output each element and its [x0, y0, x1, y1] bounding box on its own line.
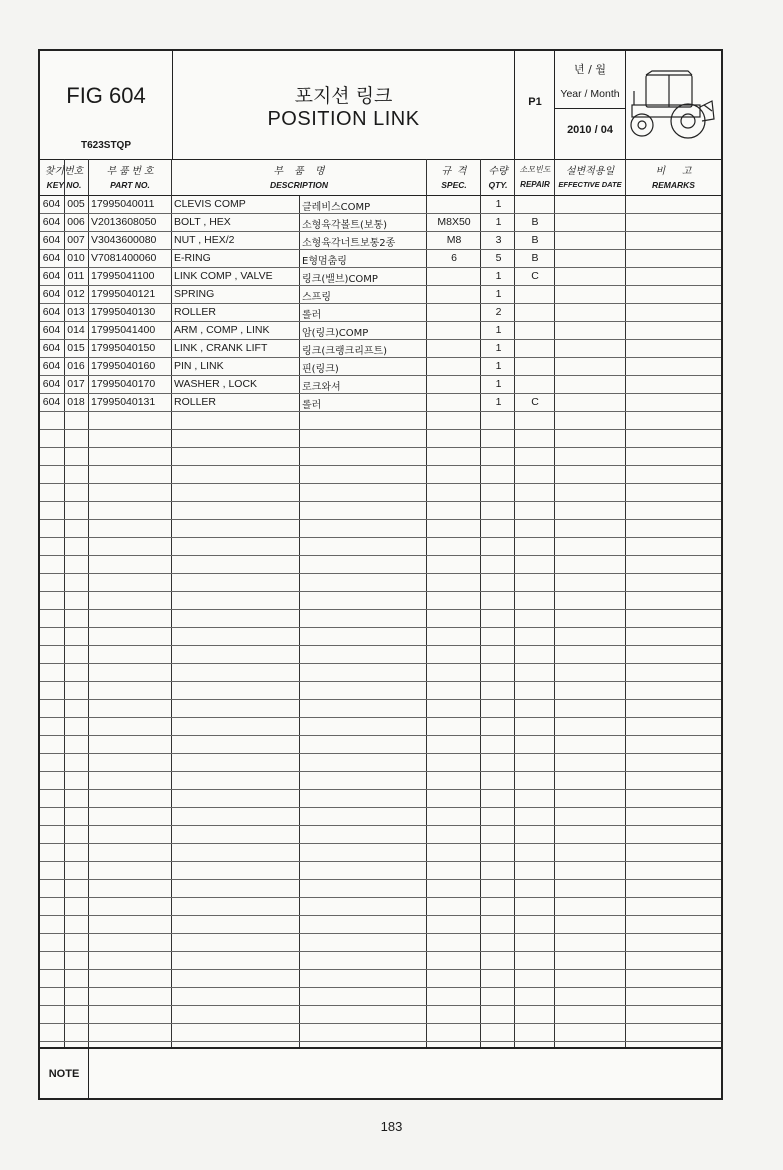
empty-row — [40, 448, 721, 466]
empty-row — [40, 466, 721, 484]
cell-part: 17995040170 — [91, 378, 156, 390]
table-row — [40, 196, 721, 214]
empty-row — [40, 520, 721, 538]
col-rem-ko: 비 고 — [655, 166, 692, 177]
col-repair-ko: 소모빈도 — [519, 165, 551, 174]
cell-part: 17995040150 — [91, 342, 156, 354]
cell-repair: B — [531, 216, 539, 228]
col-repair-en: REPAIR — [520, 180, 550, 189]
empty-row — [40, 736, 721, 754]
col-part-en: PART NO. — [110, 180, 150, 190]
cell-desc_en: BOLT , HEX — [174, 216, 231, 228]
col-key-ko: 찾기번호 — [44, 166, 84, 177]
empty-row — [40, 484, 721, 502]
cell-qty: 1 — [495, 324, 502, 336]
cell-qty: 1 — [495, 378, 502, 390]
table-row — [40, 394, 721, 412]
cell-part: V2013608050 — [91, 216, 157, 228]
cell-k1: 604 — [42, 396, 61, 408]
empty-row — [40, 664, 721, 682]
cell-k2: 005 — [67, 198, 85, 210]
cell-qty: 1 — [495, 198, 502, 210]
cell-k2: 017 — [67, 378, 85, 390]
title-korean: 포지션 링크 — [294, 85, 393, 107]
empty-row — [40, 826, 721, 844]
empty-row — [40, 700, 721, 718]
empty-row — [40, 502, 721, 520]
cell-part: 17995040160 — [91, 360, 156, 372]
cell-k1: 604 — [42, 342, 61, 354]
cell-desc_ko: 로크와셔 — [302, 382, 341, 393]
cell-repair: C — [531, 396, 539, 408]
cell-desc_en: WASHER , LOCK — [174, 378, 258, 390]
cell-desc_en: ARM , COMP , LINK — [174, 324, 270, 336]
cell-k2: 018 — [67, 396, 85, 408]
cell-part: 17995040130 — [91, 306, 156, 318]
cell-part: 17995040131 — [91, 396, 156, 408]
cell-desc_ko: 암(링크)COMP — [302, 328, 369, 339]
col-eff-en: EFFECTIVE DATE — [558, 180, 622, 189]
cell-k2: 014 — [67, 324, 85, 336]
cell-repair: C — [531, 270, 539, 282]
title-english: POSITION LINK — [267, 108, 420, 130]
cell-k1: 604 — [42, 288, 61, 300]
cell-desc_en: PIN , LINK — [174, 360, 224, 372]
table-row — [40, 358, 721, 376]
issue-date: 2010 / 04 — [567, 124, 613, 136]
cell-desc_en: ROLLER — [174, 306, 217, 318]
sheet-header — [40, 51, 721, 160]
empty-row — [40, 592, 721, 610]
parts-sheet — [38, 49, 723, 1100]
note-section — [40, 1047, 721, 1100]
cell-desc_ko: 핀(링크) — [302, 364, 339, 375]
cell-desc_en: SPRING — [174, 288, 215, 300]
empty-row — [40, 934, 721, 952]
column-header — [40, 159, 721, 196]
cell-k1: 604 — [42, 252, 61, 264]
cell-k1: 604 — [42, 360, 61, 372]
cell-desc_en: E-RING — [174, 252, 211, 264]
col-key-en: KEY NO. — [46, 180, 82, 190]
cell-part: 17995040121 — [91, 288, 156, 300]
cell-desc_ko: 클레비스COMP — [302, 202, 371, 213]
empty-row — [40, 1006, 721, 1024]
cell-part: 17995041100 — [91, 270, 155, 282]
cell-k1: 604 — [42, 324, 61, 336]
empty-row — [40, 628, 721, 646]
cell-desc_en: NUT , HEX/2 — [174, 234, 235, 246]
cell-desc_ko: 롤러 — [302, 310, 322, 321]
cell-repair: B — [531, 252, 539, 264]
col-qty-ko: 수량 — [488, 166, 508, 177]
col-eff-ko: 설변적용일 — [565, 166, 615, 177]
cell-k2: 010 — [67, 252, 85, 264]
cell-qty: 1 — [495, 270, 502, 282]
cell-desc_ko: E형멈춤링 — [302, 256, 347, 267]
cell-desc_en: LINK COMP , VALVE — [174, 270, 273, 282]
cell-k1: 604 — [42, 198, 61, 210]
empty-row — [40, 556, 721, 574]
note-label: NOTE — [48, 1068, 80, 1080]
cell-k2: 012 — [67, 288, 85, 300]
table-row — [40, 268, 721, 286]
cell-qty: 5 — [495, 252, 502, 264]
empty-row — [40, 430, 721, 448]
cell-spec: M8X50 — [437, 216, 471, 228]
cell-qty: 1 — [495, 342, 502, 354]
cell-spec: 6 — [451, 252, 457, 264]
tractor-icon — [626, 61, 718, 146]
year-month-box — [555, 51, 625, 159]
cell-part: 17995040011 — [91, 198, 155, 210]
figure-number: FIG 604 — [66, 83, 146, 108]
empty-row — [40, 898, 721, 916]
table-row — [40, 340, 721, 358]
cell-qty: 1 — [495, 360, 502, 372]
empty-row — [40, 412, 721, 430]
cell-k1: 604 — [42, 270, 61, 282]
empty-row — [40, 646, 721, 664]
cell-desc_ko: 소형육각너트보통2종 — [302, 238, 396, 249]
cell-k2: 007 — [67, 234, 85, 246]
model-code: T623STQP — [80, 140, 132, 151]
table-row — [40, 376, 721, 394]
empty-row — [40, 790, 721, 808]
cell-desc_en: LINK , CRANK LIFT — [174, 342, 268, 354]
cell-qty: 1 — [495, 216, 502, 228]
empty-row — [40, 574, 721, 592]
cell-desc_ko: 롤러 — [302, 400, 322, 411]
cell-k2: 011 — [67, 270, 85, 282]
cell-k2: 016 — [67, 360, 85, 372]
cell-qty: 1 — [495, 396, 502, 408]
divider — [555, 108, 625, 109]
empty-row — [40, 538, 721, 556]
cell-k1: 604 — [42, 306, 61, 318]
table-row — [40, 232, 721, 250]
empty-row — [40, 916, 721, 934]
cell-k2: 013 — [67, 306, 85, 318]
year-month-label-en: Year / Month — [560, 88, 620, 100]
cell-k2: 006 — [67, 216, 85, 228]
empty-row — [40, 610, 721, 628]
cell-desc_en: ROLLER — [174, 396, 217, 408]
cell-qty: 1 — [495, 288, 502, 300]
empty-row — [40, 952, 721, 970]
empty-row — [40, 754, 721, 772]
cell-k2: 015 — [67, 342, 85, 354]
col-desc-en: DESCRIPTION — [269, 180, 329, 190]
cell-desc_ko: 스프링 — [302, 292, 331, 303]
cell-k1: 604 — [42, 216, 61, 228]
page-code: P1 — [528, 96, 542, 108]
empty-row — [40, 844, 721, 862]
table-row — [40, 250, 721, 268]
empty-row — [40, 718, 721, 736]
cell-qty: 2 — [495, 306, 502, 318]
table-row — [40, 214, 721, 232]
cell-desc_en: CLEVIS COMP — [174, 198, 246, 210]
empty-row — [40, 862, 721, 880]
cell-desc_ko: 소형육각볼트(보통) — [302, 220, 388, 231]
cell-part: V7081400060 — [91, 252, 157, 264]
cell-k1: 604 — [42, 378, 61, 390]
col-qty-en: QTY. — [488, 180, 508, 190]
figure-box — [40, 51, 172, 159]
empty-row — [40, 808, 721, 826]
empty-row — [40, 988, 721, 1006]
cell-qty: 3 — [495, 234, 502, 246]
cell-part: V3043600080 — [91, 234, 157, 246]
table-row — [40, 322, 721, 340]
empty-row — [40, 1024, 721, 1042]
empty-row — [40, 682, 721, 700]
col-rem-en: REMARKS — [652, 180, 695, 190]
page-number: 183 — [380, 1119, 403, 1134]
empty-row — [40, 772, 721, 790]
cell-part: 17995041400 — [91, 324, 156, 336]
divider — [88, 1049, 89, 1100]
year-month-label-ko: 년 / 월 — [574, 63, 606, 76]
col-part-ko: 부 품 번 호 — [106, 166, 154, 177]
col-spec-en: SPEC. — [441, 180, 467, 190]
empty-row — [40, 880, 721, 898]
cell-spec: M8 — [446, 234, 462, 246]
cell-desc_ko: 링크(밸브)COMP — [302, 274, 378, 285]
col-desc-ko: 부 품 명 — [273, 166, 325, 177]
cell-repair: B — [531, 234, 539, 246]
cell-desc_ko: 링크(크랭크리프트) — [302, 346, 388, 357]
empty-row — [40, 970, 721, 988]
table-row — [40, 304, 721, 322]
table-row — [40, 286, 721, 304]
cell-k1: 604 — [42, 234, 61, 246]
col-spec-ko: 규 격 — [441, 166, 467, 177]
